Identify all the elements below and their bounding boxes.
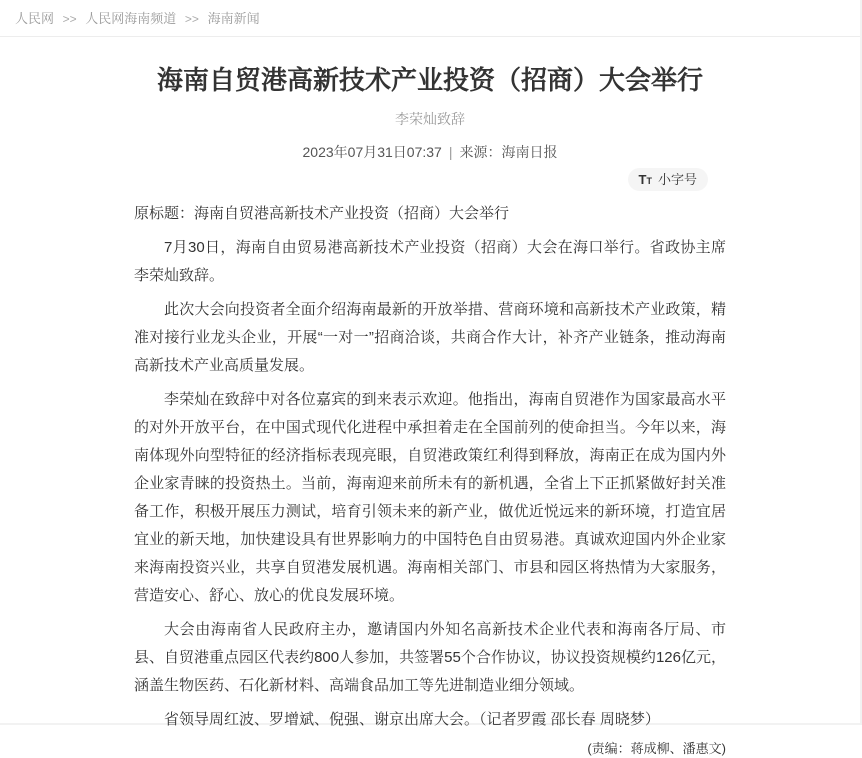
paragraph-4: 大会由海南省人民政府主办，邀请国内外知名高新技术企业代表和海南各厅局、市县、自贸港重点园区代表约800人参加，共签署55个合作协议，协议投资规模约126亿元，涵盖生物医药、石化新材料、高端食品加工等先进制造业细分领域。 <box>134 621 726 695</box>
article-body <box>134 200 726 758</box>
paragraph-1: 7月30日，海南自由贸易港高新技术产业投资（招商）大会在海口举行。省政协主席李荣灿致辞。 <box>134 239 726 285</box>
breadcrumb-link-peoples-daily[interactable]: 人民网 <box>15 11 55 26</box>
source-label: 来源： <box>459 144 502 161</box>
font-size-icon-small-t: T <box>646 176 652 187</box>
article-meta <box>134 142 726 162</box>
source-link[interactable]: 海南日报 <box>501 144 558 161</box>
article-toolbar <box>134 168 726 191</box>
font-size-button[interactable] <box>628 168 708 191</box>
meta-separator: | <box>448 144 453 161</box>
publish-date: 2023年07月31日07:37 <box>302 144 442 161</box>
paragraph-5: 省领导周红波、罗增斌、倪强、谢京出席大会。（记者罗霞 邵长春 周晓梦） <box>164 711 660 729</box>
paragraph-2: 此次大会向投资者全面介绍海南最新的开放举措、营商环境和高新技术产业政策，精准对接行业龙头企业，开展“一对一”招商洽谈，共商合作大计，补齐产业链条，推动海南高新技术产业高质量发展。 <box>134 301 726 375</box>
article-subtitle: 李荣灿致辞 <box>395 111 465 128</box>
breadcrumb-link-hainan-channel[interactable]: 人民网海南频道 <box>85 11 177 26</box>
original-title-line: 原标题：海南自贸港高新技术产业投资（招商）大会举行 <box>134 205 510 223</box>
paragraph-3: 李荣灿在致辞中对各位嘉宾的到来表示欢迎。他指出，海南自贸港作为国家最高水平的对外开放平台，在中国式现代化进程中承担着走在全国前列的使命担当。今年以来，海南体现外向型特征的经济指标表现亮眼，自贸港政策红利得到释放，海南正在成为国内外企业家青睐的投资热土。当前，海南迎来前所未有的新机遇，全省上下正抓紧做好封关准备工作，积极开展压力测试，培育引领未来的新产业，做优近悦远来的新环境，打造宜居宜业的新天地，加快建设具有世界影响力的中国特色自由贸易港。真诚欢迎国内外企业家来海南投资兴业，共享自贸港发展机遇。海南相关部门、市县和园区将热情为大家服务，营造安心、舒心、放心的优良发展环境。 <box>134 391 726 605</box>
font-size-icon-large-t: T <box>638 172 647 188</box>
font-size-button-label: 小字号 <box>657 172 697 188</box>
header-divider <box>0 36 860 37</box>
article-container <box>134 64 726 758</box>
article-title: 海南自贸港高新技术产业投资（招商）大会举行 <box>156 64 703 95</box>
breadcrumb-separator: >> <box>184 12 199 26</box>
font-size-icon <box>639 173 652 186</box>
breadcrumb-link-hainan-news[interactable]: 海南新闻 <box>207 11 260 26</box>
editor-note: (责编：蒋成柳、潘惠文) <box>587 741 726 757</box>
breadcrumb <box>0 0 860 36</box>
breadcrumb-separator: >> <box>62 12 77 26</box>
